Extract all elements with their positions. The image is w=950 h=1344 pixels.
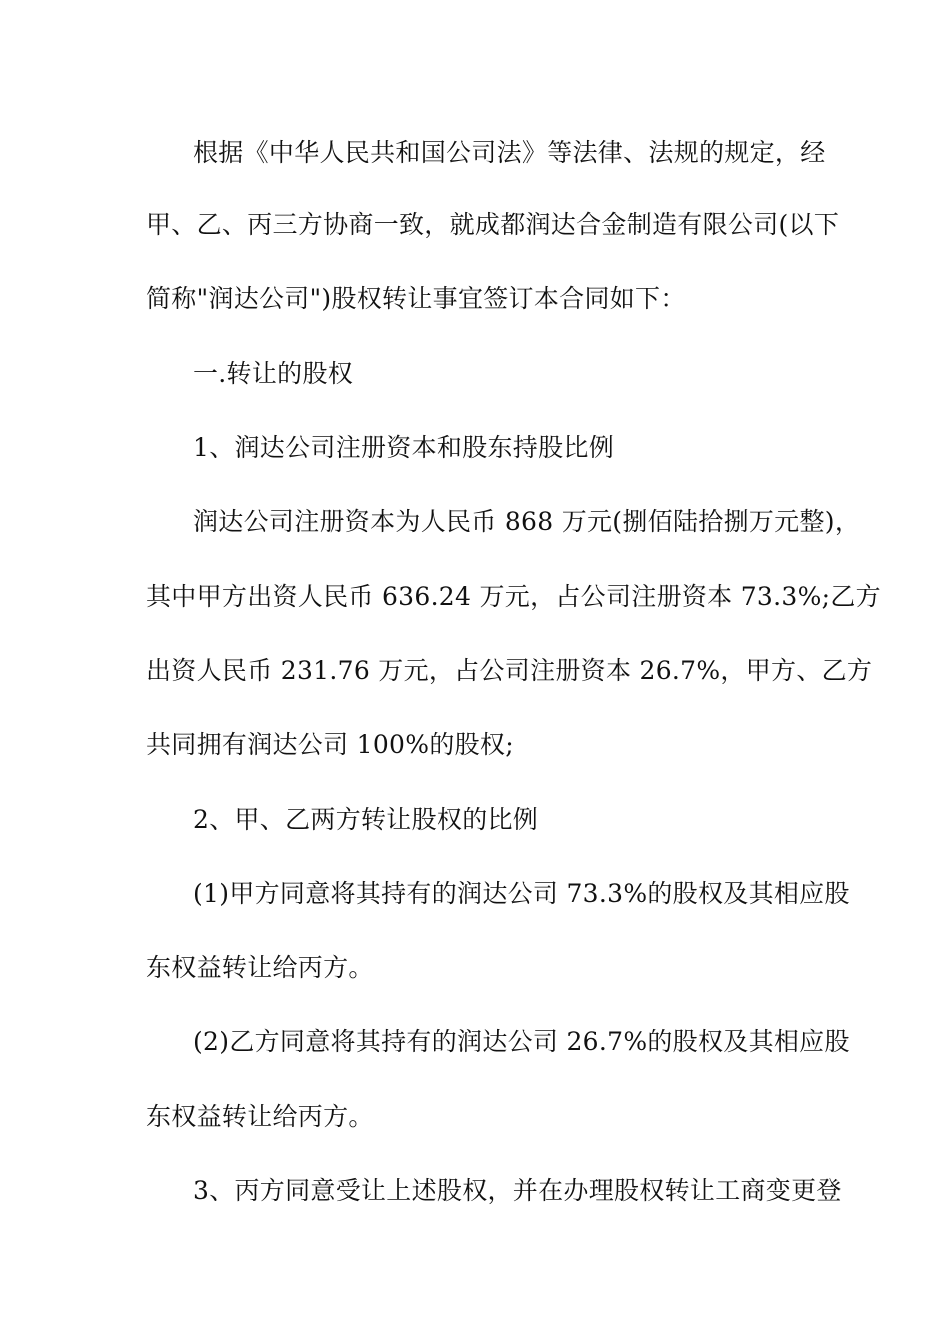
- paragraph-line: 润达公司注册资本为人民币 868 万元(捌佰陆拾捌万元整)，: [193, 507, 861, 536]
- paragraph-line: (2)乙方同意将其持有的润达公司 26.7%的股权及其相应股: [193, 1027, 850, 1056]
- paragraph-line: (1)甲方同意将其持有的润达公司 73.3%的股权及其相应股: [193, 879, 850, 908]
- subsection-heading: 2、甲、乙两方转让股权的比例: [193, 805, 539, 834]
- paragraph-line: 甲、乙、丙三方协商一致，就成都润达合金制造有限公司(以下: [146, 210, 840, 239]
- paragraph-line: 共同拥有润达公司 100%的股权;: [146, 730, 514, 759]
- paragraph-line: 根据《中华人民共和国公司法》等法律、法规的规定，经: [193, 138, 826, 167]
- paragraph-line: 出资人民币 231.76 万元，占公司注册资本 26.7%，甲方、乙方: [146, 656, 873, 685]
- paragraph-line: 3、丙方同意受让上述股权，并在办理股权转让工商变更登: [193, 1176, 842, 1205]
- paragraph-line: 东权益转让给丙方。: [146, 1102, 374, 1131]
- paragraph-line: 简称"润达公司")股权转让事宜签订本合同如下：: [146, 284, 686, 313]
- paragraph-line: 东权益转让给丙方。: [146, 953, 374, 982]
- paragraph-line: 其中甲方出资人民币 636.24 万元，占公司注册资本 73.3%;乙方: [146, 582, 881, 611]
- section-heading: 一.转让的股权: [193, 359, 354, 388]
- subsection-heading: 1、润达公司注册资本和股东持股比例: [193, 433, 615, 462]
